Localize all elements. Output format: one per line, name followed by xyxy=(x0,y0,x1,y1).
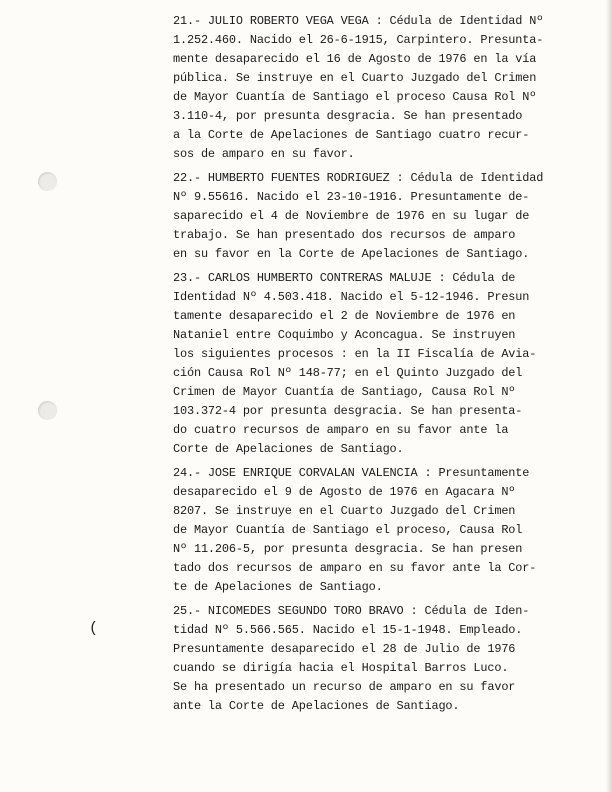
text-line: ante la Corte de Apelaciones de Santiago. xyxy=(173,699,460,713)
text-line: 8207. Se instruye en el Cuarto Juzgado del Crimen xyxy=(173,504,516,518)
text-line: Se ha presentado un recurso de amparo en su favor xyxy=(173,680,516,694)
text-line: Presuntamente desaparecido el 28 de Julio de 1976 xyxy=(173,642,516,656)
text-line: a la Corte de Apelaciones de Santiago cuatro recur- xyxy=(173,128,530,142)
entry-22 xyxy=(173,169,605,264)
text-line: 25.- NICOMEDES SEGUNDO TORO BRAVO : Cédula de Iden- xyxy=(173,604,530,618)
text-line: en su favor en la Corte de Apelaciones de Santiago. xyxy=(173,247,530,261)
text-line: trabajo. Se han presentado dos recursos de amparo xyxy=(173,228,516,242)
entry-24 xyxy=(173,464,605,597)
text-line: Identidad Nº 4.503.418. Nacido el 5-12-1946. Presun xyxy=(173,290,530,304)
entry-23 xyxy=(173,269,605,459)
text-line: sos de amparo en su favor. xyxy=(173,147,355,161)
text-line: desaparecido el 9 de Agosto de 1976 en Agacara Nº xyxy=(173,485,516,499)
text-line: do cuatro recursos de amparo en su favor ante la xyxy=(173,423,509,437)
text-line: 1.252.460. Nacido el 26-6-1915, Carpintero. Presunta- xyxy=(173,33,544,47)
text-line: tidad Nº 5.566.565. Nacido el 15-1-1948. Empleado. xyxy=(173,623,523,637)
text-line: Nataniel entre Coquimbo y Aconcagua. Se instruyen xyxy=(173,328,516,342)
punch-hole-top xyxy=(38,172,57,191)
text-line: de Mayor Cuantía de Santiago el proceso Causa Rol Nº xyxy=(173,90,537,104)
text-line: mente desaparecido el 16 de Agosto de 1976 en la vía xyxy=(173,52,537,66)
page-edge-shadow xyxy=(606,0,612,792)
text-line: de Mayor Cuantía de Santiago el proceso, Causa Rol xyxy=(173,523,523,537)
text-line: te de Apelaciones de Santiago. xyxy=(173,580,383,594)
typewritten-text-block xyxy=(173,12,605,721)
text-line: pública. Se instruye en el Cuarto Juzgado del Crimen xyxy=(173,71,537,85)
text-line: 3.110-4, por presunta desgracia. Se han presentado xyxy=(173,109,523,123)
text-line: Crimen de Mayor Cuantía de Santiago, Causa Rol Nº xyxy=(173,385,516,399)
text-line: saparecido el 4 de Noviembre de 1976 en su lugar de xyxy=(173,209,530,223)
text-line: Nº 9.55616. Nacido el 23-10-1916. Presuntamente de- xyxy=(173,190,530,204)
margin-mark: ( xyxy=(89,620,99,637)
text-line: 24.- JOSE ENRIQUE CORVALAN VALENCIA : Presuntamente xyxy=(173,466,530,480)
text-line: 22.- HUMBERTO FUENTES RODRIGUEZ : Cédula de Identidad xyxy=(173,171,544,185)
text-line: 103.372-4 por presunta desgracia. Se han presenta- xyxy=(173,404,523,418)
text-line: Corte de Apelaciones de Santiago. xyxy=(173,442,404,456)
text-line: Nº 11.206-5, por presunta desgracia. Se han presen xyxy=(173,542,523,556)
text-line: cuando se dirigía hacia el Hospital Barros Luco. xyxy=(173,661,509,675)
entry-21 xyxy=(173,12,605,164)
text-line: ción Causa Rol Nº 148-77; en el Quinto Juzgado del xyxy=(173,366,523,380)
text-line: 21.- JULIO ROBERTO VEGA VEGA : Cédula de Identidad Nº xyxy=(173,14,544,28)
entry-25 xyxy=(173,602,605,716)
text-line: los siguientes procesos : en la II Fiscalía de Avia- xyxy=(173,347,537,361)
text-line: tamente desaparecido el 2 de Noviembre de 1976 en xyxy=(173,309,516,323)
text-line: 23.- CARLOS HUMBERTO CONTRERAS MALUJE : Cédula de xyxy=(173,271,516,285)
text-line: tado dos recursos de amparo en su favor ante la Cor- xyxy=(173,561,537,575)
punch-hole-bottom xyxy=(38,401,57,420)
